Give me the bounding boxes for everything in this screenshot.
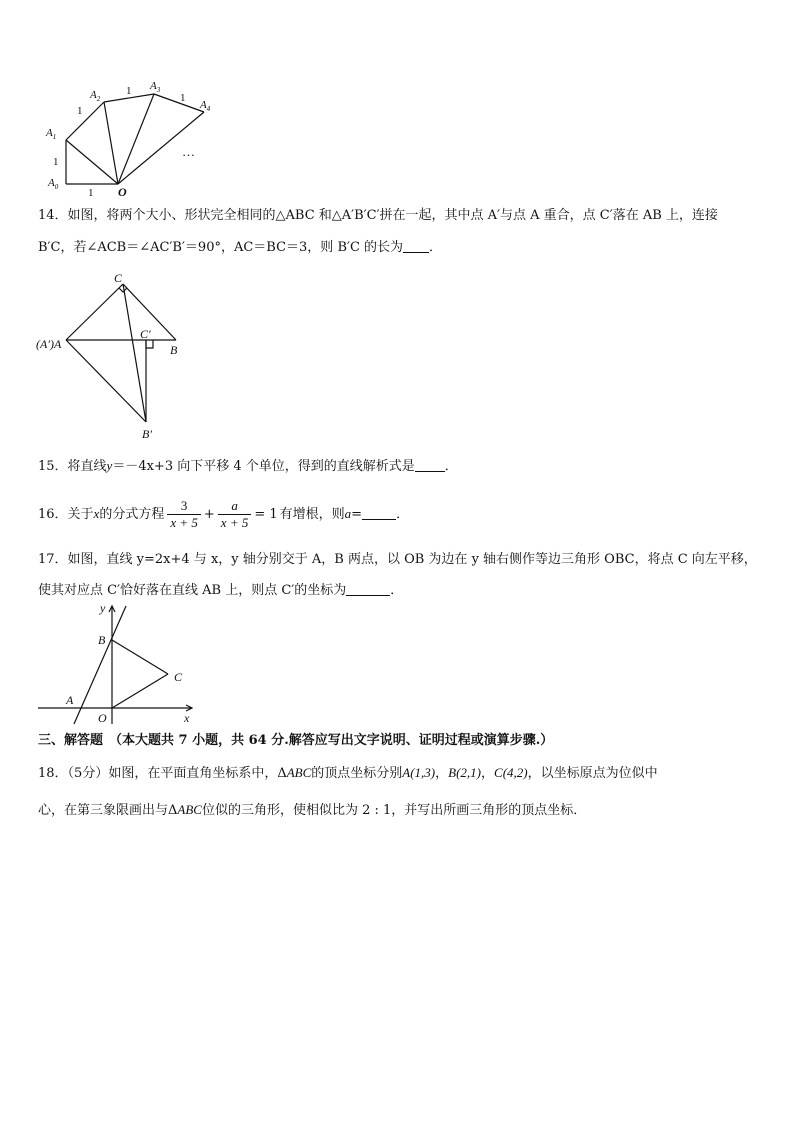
length-label-a2-a3: 1 xyxy=(126,85,132,97)
question-14-line-2: B′C，若∠ACB＝∠AC′B′＝90°，AC＝BC＝3，则 B′C 的长为 ． xyxy=(38,240,443,255)
right-angle-mark-c xyxy=(119,288,127,292)
question-16: 16．关于x的分式方程 $\frac{3}{x + 5}$ + $\frac{a}{x + 5}$ = 1 有增根，则a= ． xyxy=(38,498,410,530)
question-14-text-2: B′C，若∠ACB＝∠AC′B′＝90°，AC＝BC＝3，则 B′C 的长为 xyxy=(38,240,404,255)
fraction-1: $\frac{3}{x + 5}$ xyxy=(167,498,201,531)
answer-blank-17[interactable] xyxy=(346,581,390,596)
segment-a1-o xyxy=(66,140,118,184)
label-a0: $A_0$ xyxy=(48,177,59,191)
answer-blank-14[interactable] xyxy=(403,238,429,253)
label-a4: $A_4$ xyxy=(200,99,211,113)
label-a2: $A_2$ xyxy=(90,89,101,103)
fraction-2: $\frac{a}{x + 5}$ xyxy=(218,498,252,531)
question-18-line-1: 18．（5分）如图，在平面直角坐标系中，ΔABC的顶点坐标分别A(1,3)，B(2,1)，C(4,2)，以坐标原点为位似中 xyxy=(38,765,658,781)
figure-spiral-triangles xyxy=(40,78,230,198)
question-17-line-2: 使其对应点 C′恰好落在直线 AB 上，则点 C′的坐标为 ． xyxy=(38,583,404,598)
segment-a3-o xyxy=(118,94,154,184)
figure-coordinate-line xyxy=(36,600,206,728)
length-label-a3-a4: 1 xyxy=(180,92,186,104)
section-3-heading: 三、解答题 （本大题共 7 小题，共 64 分.解答应写出文字说明、证明过程或演算步骤.） xyxy=(38,733,554,748)
segment-bc xyxy=(112,640,168,674)
segment-a1-a2 xyxy=(66,102,104,140)
segment-ac xyxy=(66,284,123,340)
label-b: B xyxy=(170,343,178,357)
label-o: O xyxy=(118,185,127,199)
label-y: y xyxy=(100,601,106,615)
length-label-a0-a1: 1 xyxy=(53,156,59,168)
label-o: O xyxy=(98,711,107,725)
segment-a3-a4 xyxy=(154,94,204,112)
question-14-line-1 xyxy=(38,206,758,226)
answer-blank-16[interactable] xyxy=(362,505,396,520)
label-a1: $A_1$ xyxy=(46,127,57,141)
label-b: B xyxy=(98,633,106,647)
label-a: A xyxy=(66,693,74,707)
length-label-a1-a2: 1 xyxy=(77,105,83,117)
label-c: C xyxy=(174,670,183,684)
length-label-a0-o: 1 xyxy=(88,187,94,199)
question-15: 15．将直线y＝－4x+3 向下平移 4 个单位，得到的直线解析式是 ． xyxy=(38,458,458,474)
label-c: C xyxy=(114,271,123,285)
line-ab xyxy=(74,606,126,724)
label-c-prime: C′ xyxy=(140,327,151,341)
label-a-prime-a: (A′)A xyxy=(36,337,62,351)
segment-oc xyxy=(112,674,168,708)
ellipsis: … xyxy=(182,144,195,159)
answer-blank-15[interactable] xyxy=(415,457,445,472)
question-17-line-1: 17．如图，直线 y=2x+4 与 x，y 轴分别交于 A，B 两点，以 OB 为边在 y 轴右侧作等边三角形 OBC，将点 C 向左平移， xyxy=(38,552,757,567)
right-angle-mark-c-prime xyxy=(146,340,153,348)
figure-triangles-abc xyxy=(34,268,194,444)
label-b-prime: B′ xyxy=(142,427,152,441)
label-a3: $A_3$ xyxy=(150,80,161,94)
question-14-text-1: 14．如图，将两个大小、形状完全相同的△ABC 和△A′B′C′拼在一起，其中点 A′与点 A 重合，点 C′落在 AB 上，连接 xyxy=(38,208,718,223)
label-x: x xyxy=(184,711,190,725)
question-18-line-2: 心，在第三象限画出与ΔABC位似的三角形，使相似比为 2 : 1，并写出所画三角形的顶点坐标． xyxy=(38,802,587,818)
segment-a2-o xyxy=(104,102,118,184)
